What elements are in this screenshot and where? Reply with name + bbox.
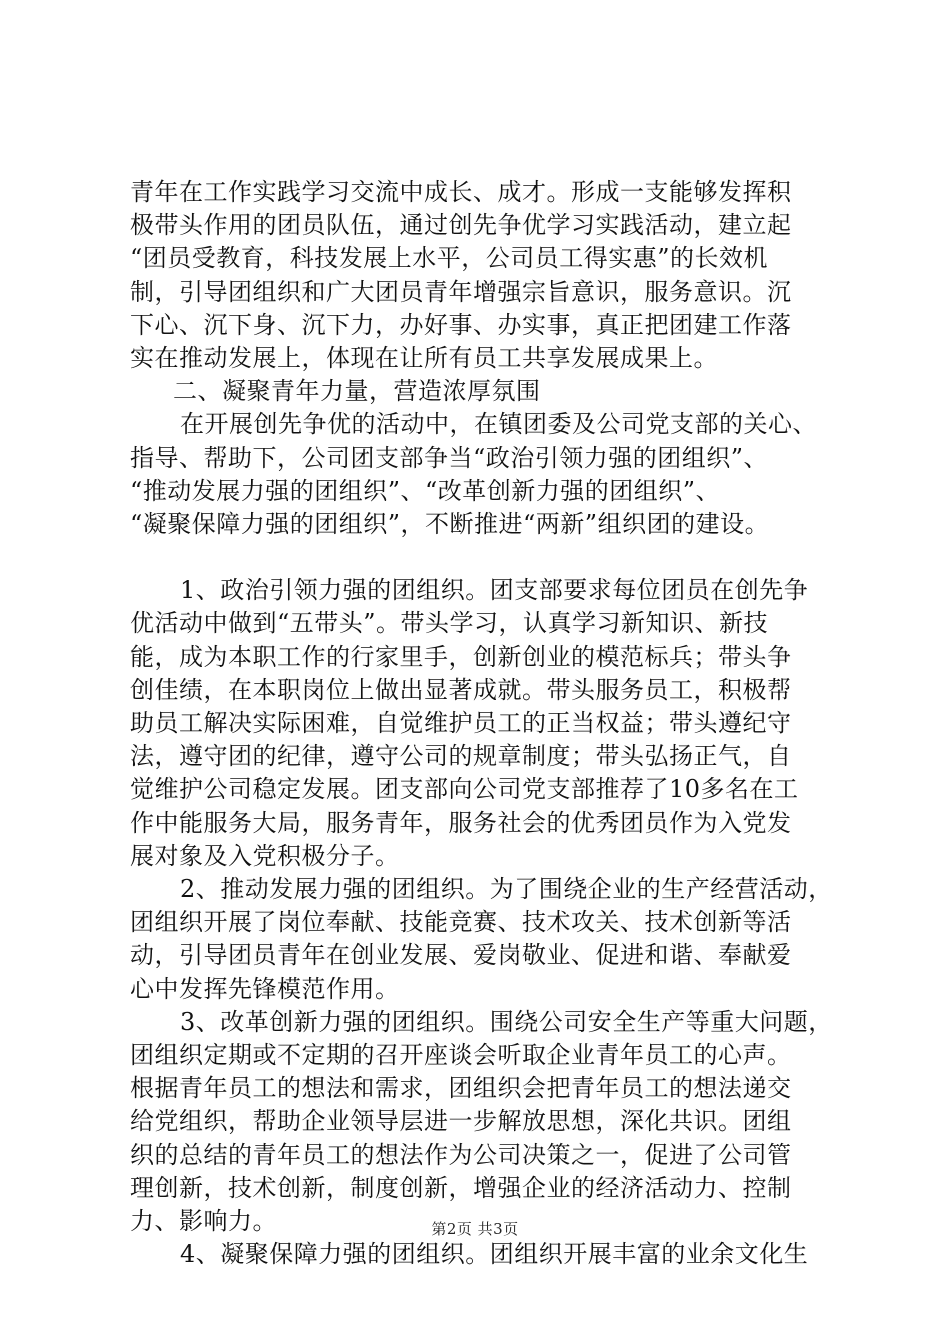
text-line: “推动发展力强的团组织”、“改革创新力强的团组织”、 bbox=[130, 476, 721, 505]
text-line: 能，成为本职工作的行家里手，创新创业的模范标兵；带头争 bbox=[130, 642, 792, 671]
text-line: 根据青年员工的想法和需求，团组织会把青年员工的想法递交 bbox=[130, 1074, 792, 1103]
text-line: 法，遵守团的纪律，遵守公司的规章制度；带头弘扬正气，自 bbox=[130, 742, 792, 771]
text-line: 作中能服务大局，服务青年，服务社会的优秀团员作为入党发 bbox=[130, 808, 792, 837]
text-line: 觉维护公司稳定发展。团支部向公司党支部推荐了10多名在工 bbox=[130, 775, 799, 804]
text-line: 指导、帮助下，公司团支部争当“政治引领力强的团组织”、 bbox=[130, 443, 769, 472]
text-line: 织的总结的青年员工的想法作为公司决策之一，促进了公司管 bbox=[130, 1140, 792, 1169]
text-line: 展对象及入党积极分子。 bbox=[130, 841, 400, 870]
page-footer: 第2页 共3页 bbox=[431, 1220, 519, 1238]
text-line: 创佳绩，在本职岗位上做出显著成就。带头服务员工，积极帮 bbox=[130, 675, 792, 704]
text-line: 在开展创先争优的活动中，在镇团委及公司党支部的关心、 bbox=[180, 410, 817, 439]
text-line: 极带头作用的团员队伍，通过创先争优学习实践活动，建立起 bbox=[130, 211, 792, 240]
text-line: 给党组织，帮助企业领导层进一步解放思想，深化共识。团组 bbox=[130, 1107, 792, 1136]
text-line: 理创新，技术创新，制度创新，增强企业的经济活动力、控制 bbox=[130, 1173, 792, 1202]
text-line: “凝聚保障力强的团组织”，不断推进“两新”组织团的建设。 bbox=[130, 510, 770, 539]
text-line: 动，引导团员青年在创业发展、爱岗敬业、促进和谐、奉献爱 bbox=[130, 941, 792, 970]
document-body bbox=[130, 176, 840, 1272]
text-line: 青年在工作实践学习交流中成长、成才。形成一支能够发挥积 bbox=[130, 178, 792, 206]
text-line: 团组织定期或不定期的召开座谈会听取企业青年员工的心声。 bbox=[130, 1041, 792, 1070]
text-line: 制，引导团组织和广大团员青年增强宗旨意识，服务意识。沉 bbox=[130, 277, 792, 306]
text-line: 团组织开展了岗位奉献、技能竞赛、技术攻关、技术创新等活 bbox=[130, 908, 792, 937]
text-line: 3、改革创新力强的团组织。围绕公司安全生产等重大问题， bbox=[180, 1007, 833, 1036]
paragraph-gap bbox=[130, 541, 840, 574]
text-line: 心中发挥先锋模范作用。 bbox=[130, 974, 400, 1003]
text-line: 4、凝聚保障力强的团组织。团组织开展丰富的业余文化生 bbox=[180, 1240, 809, 1269]
text-line: 助员工解决实际困难，自觉维护员工的正当权益；带头遵纪守 bbox=[130, 709, 792, 738]
text-line: 优活动中做到“五带头”。带头学习，认真学习新知识、新技 bbox=[130, 609, 769, 638]
text-line: 实在推动发展上，体现在让所有员工共享发展成果上。 bbox=[130, 344, 718, 373]
section-heading: 二、凝聚青年力量，营造浓厚氛围 bbox=[173, 377, 541, 406]
text-line: 力、影响力。 bbox=[130, 1207, 277, 1236]
text-line: 1、政治引领力强的团组织。团支部要求每位团员在创先争 bbox=[180, 576, 809, 605]
text-line: “团员受教育，科技发展上水平，公司员工得实惠”的长效机 bbox=[130, 244, 769, 273]
text-line: 下心、沉下身、沉下力，办好事、办实事，真正把团建工作落 bbox=[130, 310, 792, 339]
text-line: 2、推动发展力强的团组织。为了围绕企业的生产经营活动， bbox=[180, 875, 833, 904]
